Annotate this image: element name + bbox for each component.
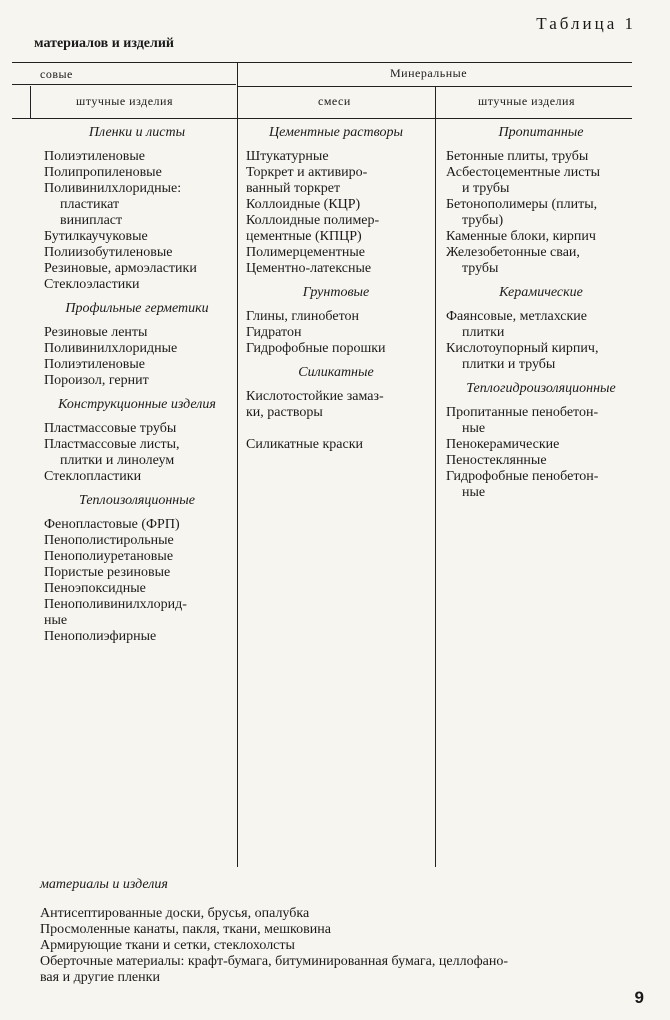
- list-item: Гидрофобные порошки: [246, 341, 386, 356]
- list-item: Торкрет и активиро-: [246, 165, 368, 180]
- list-item: Пороизол, гернит: [44, 373, 149, 388]
- group-heading: Пленки и листы: [88, 125, 186, 140]
- list-item: Стеклопластики: [44, 469, 142, 484]
- list-item: Бетонополимеры (плиты,: [446, 197, 598, 212]
- group-heading: Грунтовые: [302, 285, 370, 300]
- group-heading: Керамические: [499, 285, 583, 300]
- bottom-list-item: Просмоленные канаты, пакля, ткани, мешковина: [40, 922, 331, 937]
- table-label: Таблица 1: [536, 14, 636, 33]
- bottom-list-item: Оберточные материалы: крафт-бумага, битуминированная бумага, целлофано-: [40, 954, 509, 969]
- list-item: плитки и линолеум: [60, 453, 175, 468]
- group-gap: [246, 357, 426, 365]
- list-item: Кислотостойкие замаз-: [246, 389, 384, 404]
- list-item: Полиизобутиленовые: [44, 245, 173, 260]
- bottom-list-item: Антисептированные доски, брусья, опалубка: [40, 906, 310, 921]
- list-item: Кислотоупорный кирпич,: [446, 341, 599, 356]
- group-gap: [246, 277, 426, 285]
- list-item: Глины, глинобетон: [246, 309, 359, 324]
- list-item: Пенополивинилхлорид-: [44, 597, 187, 612]
- bottom-list-item: Армирующие ткани и сетки, стеклохолсты: [40, 938, 295, 953]
- list-item: Пористые резиновые: [44, 565, 171, 580]
- list-item: Пенополистирольные: [44, 533, 174, 548]
- list-item: цементные (КПЦР): [246, 229, 362, 244]
- list-item: ные: [462, 421, 486, 436]
- header-mid-rule-left: [12, 84, 236, 85]
- list-item: Резиновые, армоэластики: [44, 261, 197, 276]
- list-item: Поливинилхлоридные: [44, 341, 178, 356]
- column-mineral-items: [446, 125, 636, 501]
- list-item: Коллоидные (КЦР): [246, 197, 361, 212]
- list-item: ки, растворы: [246, 405, 323, 420]
- list-item: Пропитанные пенобетон-: [446, 405, 599, 420]
- list-item: Бутилкаучуковые: [44, 229, 148, 244]
- list-item: Пеностеклянные: [446, 453, 547, 468]
- list-item: Гидратон: [246, 325, 302, 340]
- header-top-right: Минеральные: [390, 66, 468, 80]
- list-item: Асбестоцементные листы: [446, 165, 601, 180]
- group-heading: Профильные герметики: [65, 301, 209, 316]
- list-item: Полипропиленовые: [44, 165, 162, 180]
- list-item: Поливинилхлоридные:: [44, 181, 182, 196]
- list-item: ванный торкрет: [246, 181, 341, 196]
- group-heading: Теплогидроизоляционные: [466, 381, 616, 396]
- list-item: плитки и трубы: [462, 357, 556, 372]
- group-gap: [446, 373, 636, 381]
- list-item: Полиэтиленовые: [44, 357, 145, 372]
- list-item: Коллоидные полимер-: [246, 213, 380, 228]
- group-gap: [44, 389, 230, 397]
- bottom-materials-list: [40, 906, 640, 986]
- list-item: Цементно-латексные: [246, 261, 372, 276]
- list-item: и трубы: [462, 181, 510, 196]
- list-item: Стеклоэластики: [44, 277, 140, 292]
- list-item: Резиновые ленты: [44, 325, 148, 340]
- group-gap: [44, 485, 230, 493]
- group-heading: Теплоизоляционные: [79, 493, 195, 508]
- list-item: ные: [44, 613, 68, 628]
- list-item: Штукатурные: [246, 149, 329, 164]
- list-item: Пластмассовые трубы: [44, 421, 177, 436]
- list-item: Фенопластовые (ФРП): [44, 517, 180, 532]
- list-item: Фаянсовые, метлахские: [446, 309, 588, 324]
- group-gap: [446, 277, 636, 285]
- list-item: пластикат: [60, 197, 120, 212]
- header-top-left: совые: [40, 67, 73, 81]
- column-polymer-items: [44, 125, 230, 645]
- section-subtitle: материалов и изделий: [34, 36, 174, 51]
- list-item: плитки: [462, 325, 505, 340]
- list-item: ные: [462, 485, 486, 500]
- page-number: 9: [634, 988, 644, 1007]
- list-item: Гидрофобные пенобетон-: [446, 469, 599, 484]
- list-item: Каменные блоки, кирпич: [446, 229, 596, 244]
- group-heading: Пропитанные: [498, 125, 584, 140]
- group-heading: Цементные растворы: [268, 125, 404, 140]
- list-item: Железобетонные сваи,: [446, 245, 580, 260]
- list-item: Полимерцементные: [246, 245, 365, 260]
- bottom-list-item: вая и другие пленки: [40, 970, 160, 985]
- list-item: трубы): [462, 213, 504, 228]
- group-heading: Силикатные: [298, 365, 374, 380]
- col-header-1: штучные изделия: [76, 94, 173, 108]
- list-item: Полиэтиленовые: [44, 149, 145, 164]
- header-left-tick: [30, 86, 31, 118]
- list-item: [246, 421, 426, 437]
- header-bottom-rule: [12, 118, 632, 119]
- list-item: Пластмассовые листы,: [44, 437, 180, 452]
- list-item: трубы: [462, 261, 499, 276]
- table-top-rule: [12, 62, 632, 63]
- list-item: Пенополиуретановые: [44, 549, 174, 564]
- list-item: Пенокерамические: [446, 437, 560, 452]
- column-divider-2: [435, 86, 436, 867]
- list-item: Пенополиэфирные: [44, 629, 157, 644]
- list-item: Силикатные краски: [246, 437, 364, 452]
- list-item: Бетонные плиты, трубы: [446, 149, 589, 164]
- group-gap: [44, 293, 230, 301]
- group-heading: Конструкционные изделия: [58, 397, 216, 412]
- column-divider-1: [237, 62, 238, 867]
- list-item: винипласт: [60, 213, 123, 228]
- col-header-2: смеси: [318, 94, 351, 108]
- col-header-3: штучные изделия: [478, 94, 575, 108]
- column-mineral-mixtures: [246, 125, 426, 453]
- bottom-section-title: материалы и изделия: [40, 877, 168, 892]
- list-item: Пеноэпоксидные: [44, 581, 146, 596]
